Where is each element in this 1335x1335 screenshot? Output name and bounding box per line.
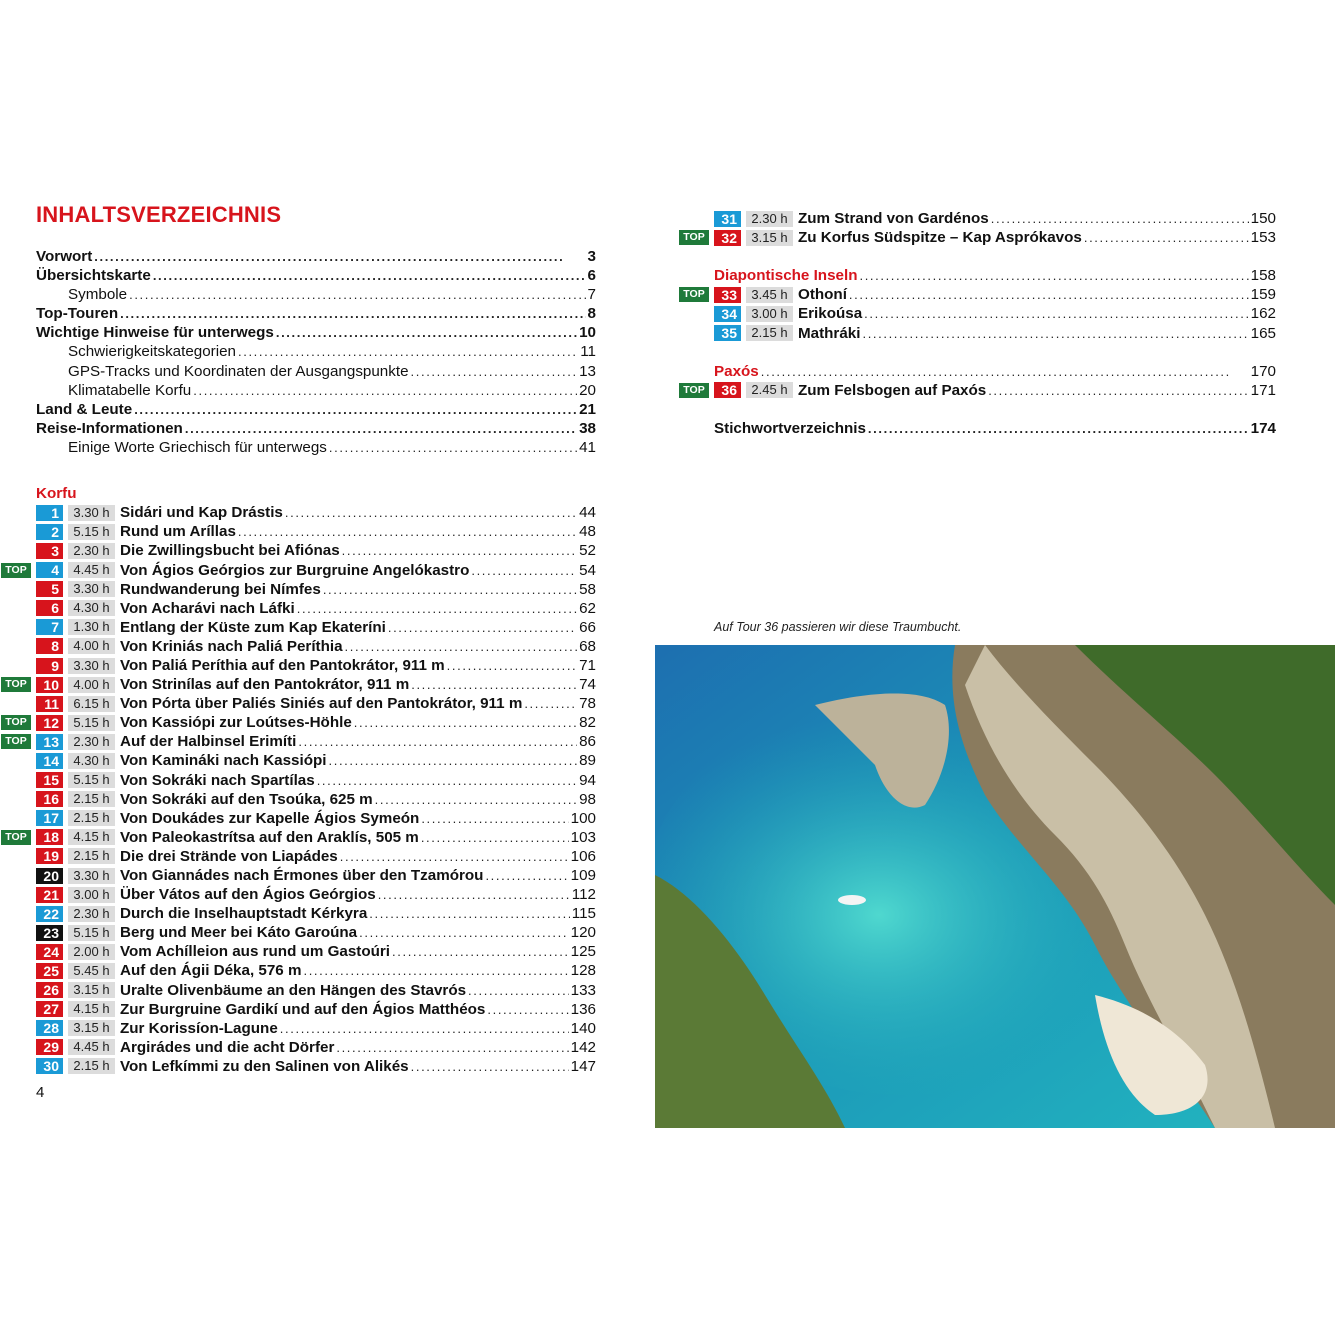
toc-entry-page: 11 xyxy=(580,343,596,361)
tour-title: Auf der Halbinsel Erimíti xyxy=(120,733,297,751)
tour-entry[interactable] xyxy=(36,637,596,656)
tour-entry[interactable] xyxy=(36,809,596,828)
leader-dots xyxy=(864,304,1249,323)
toc-entry-title: Klimatabelle Korfu xyxy=(68,381,192,399)
tour-title: Von Kassiópi zur Loútses-Höhle xyxy=(120,714,352,732)
page-number: 4 xyxy=(36,1084,45,1101)
toc-entry[interactable] xyxy=(36,266,596,285)
top-badge: TOP xyxy=(679,383,709,398)
top-badge: TOP xyxy=(1,830,31,845)
tour-entry[interactable] xyxy=(36,885,596,904)
toc-entry-title: Schwierigkeitskategorien xyxy=(68,343,236,361)
tour-duration: 2.15 h xyxy=(68,1058,115,1074)
tour-entry[interactable] xyxy=(714,304,1276,323)
tour-entry[interactable] xyxy=(36,1057,596,1076)
tour-entry[interactable] xyxy=(36,580,596,599)
toc-entry[interactable] xyxy=(36,323,596,342)
tour-duration: 2.15 h xyxy=(68,791,115,807)
section-heading-korfu: Korfu xyxy=(36,485,77,503)
tour-duration: 4.45 h xyxy=(68,1039,115,1055)
tour-number-badge: 12 xyxy=(36,715,63,731)
tour-number-badge: 34 xyxy=(714,306,741,322)
top-badge: TOP xyxy=(1,563,31,578)
tour-duration: 2.15 h xyxy=(746,325,793,341)
leader-dots xyxy=(134,400,577,419)
leader-dots xyxy=(375,790,577,809)
boat xyxy=(838,895,866,905)
tour-entry[interactable] xyxy=(36,751,596,770)
tour-entry[interactable] xyxy=(683,381,1276,400)
tour-duration: 5.15 h xyxy=(68,715,115,731)
tour-title: Othoní xyxy=(798,286,847,304)
tour-duration: 3.15 h xyxy=(68,982,115,998)
top-badge: TOP xyxy=(1,715,31,730)
leader-dots xyxy=(323,580,577,599)
tour-title: Zur Burgruine Gardikí und auf den Ágios Matthéos xyxy=(120,1000,486,1018)
tour-title: Uralte Olivenbäume an den Hängen des Stavrós xyxy=(120,981,467,999)
tour-duration: 2.30 h xyxy=(68,734,115,750)
tour-title: Entlang der Küste zum Kap Ekateríni xyxy=(120,618,386,636)
tour-number-badge: 16 xyxy=(36,791,63,807)
leader-dots xyxy=(485,866,568,885)
tour-title: Von Pórta über Paliés Siniés auf den Pantokrátor, 911 m xyxy=(120,695,523,713)
tour-title: Von Strinílas auf den Pantokrátor, 911 m xyxy=(120,676,410,694)
toc-entry[interactable] xyxy=(36,285,596,304)
paxos-tour-list xyxy=(683,381,1276,400)
tour-number-badge: 10 xyxy=(36,677,63,693)
tour-number-badge: 32 xyxy=(714,230,741,246)
tour-page: 150 xyxy=(1250,210,1276,227)
tour-page: 66 xyxy=(579,618,596,636)
tour-duration: 6.15 h xyxy=(68,696,115,712)
tour-title: Auf den Ágii Déka, 576 m xyxy=(120,962,302,980)
leader-dots xyxy=(378,885,570,904)
tour-title: Von Acharávi nach Láfki xyxy=(120,599,295,617)
tour-page: 82 xyxy=(579,714,596,732)
tour-entry[interactable] xyxy=(36,866,596,885)
leader-dots xyxy=(280,1019,569,1038)
tour-entry[interactable] xyxy=(36,522,596,541)
tour-number-badge: 24 xyxy=(36,944,63,960)
tour-page: 125 xyxy=(570,943,596,961)
tour-entry[interactable] xyxy=(36,618,596,637)
tour-page: 52 xyxy=(579,542,596,560)
toc-entry-page: 38 xyxy=(579,419,596,437)
leader-dots xyxy=(411,675,577,694)
toc-entry[interactable] xyxy=(36,438,596,457)
leader-dots xyxy=(153,266,586,285)
tour-duration: 3.00 h xyxy=(68,887,115,903)
leader-dots xyxy=(359,923,569,942)
tour-duration: 3.30 h xyxy=(68,505,115,521)
leader-dots xyxy=(388,618,577,637)
leader-dots xyxy=(487,1000,568,1019)
korfu-tour-list-continued xyxy=(683,209,1276,247)
leader-dots xyxy=(329,751,578,770)
tour-entry[interactable] xyxy=(36,790,596,809)
leader-dots xyxy=(336,1038,568,1057)
toc-entry-page: 21 xyxy=(579,400,596,418)
tour-title: Mathráki xyxy=(798,324,861,342)
tour-number-badge: 21 xyxy=(36,887,63,903)
leader-dots xyxy=(524,694,577,713)
tour-duration: 3.15 h xyxy=(746,230,793,246)
tour-number-badge: 8 xyxy=(36,638,63,654)
tour-page: 103 xyxy=(570,828,596,846)
tour-duration: 3.30 h xyxy=(68,658,115,674)
tour-page: 58 xyxy=(579,580,596,598)
toc-entry-page: 10 xyxy=(579,324,596,342)
tour-page: 89 xyxy=(579,752,596,770)
front-matter-list xyxy=(36,247,596,457)
toc-entry-page: 13 xyxy=(579,362,596,380)
toc-entry-title: Land & Leute xyxy=(36,400,133,418)
tour-entry[interactable] xyxy=(5,713,596,732)
tour-duration: 3.45 h xyxy=(746,287,793,303)
tour-title: Sidári und Kap Drástis xyxy=(120,504,283,522)
leader-dots xyxy=(94,247,585,266)
tour-number-badge: 19 xyxy=(36,848,63,864)
leader-dots xyxy=(991,209,1249,228)
tour-page: 86 xyxy=(579,733,596,751)
toc-left-column xyxy=(5,247,596,1076)
tour-title: Von Sokráki auf den Tsoúka, 625 m xyxy=(120,790,373,808)
tour-number-badge: 31 xyxy=(714,211,741,227)
toc-entry-title: Top-Touren xyxy=(36,305,119,323)
toc-title: INHALTSVERZEICHNIS xyxy=(36,202,282,227)
toc-entry-title: Symbole xyxy=(68,286,128,304)
tour-entry[interactable] xyxy=(36,961,596,980)
leader-dots xyxy=(297,599,577,618)
tour-title: Argirádes und die acht Dörfer xyxy=(120,1038,335,1056)
toc-entry-page: 20 xyxy=(579,381,596,399)
photo-caption: Auf Tour 36 passieren wir diese Traumbucht. xyxy=(714,620,962,634)
tour-duration: 5.15 h xyxy=(68,772,115,788)
tour-duration: 2.30 h xyxy=(746,211,793,227)
tour-entry[interactable] xyxy=(714,209,1276,228)
tour-number-badge: 3 xyxy=(36,543,63,559)
tour-number-badge: 2 xyxy=(36,524,63,540)
tour-entry[interactable] xyxy=(36,981,596,1000)
tour-number-badge: 26 xyxy=(36,982,63,998)
leader-dots xyxy=(354,713,577,732)
leader-dots xyxy=(411,362,578,381)
leader-dots xyxy=(1084,228,1249,247)
tour-entry[interactable] xyxy=(5,675,596,694)
top-badge: TOP xyxy=(1,734,31,749)
toc-entry[interactable] xyxy=(36,362,596,381)
tour-number-badge: 28 xyxy=(36,1020,63,1036)
tour-page: 159 xyxy=(1250,286,1276,304)
tour-page: 120 xyxy=(570,924,596,942)
tour-page: 115 xyxy=(571,905,596,923)
top-badge: TOP xyxy=(679,287,709,302)
tour-entry[interactable] xyxy=(5,561,596,580)
toc-entry-page: 3 xyxy=(587,248,596,265)
tour-page: 68 xyxy=(579,637,596,655)
leader-dots xyxy=(849,285,1249,304)
toc-entry[interactable] xyxy=(36,304,596,323)
tour-duration: 2.45 h xyxy=(746,382,793,398)
tour-duration: 2.15 h xyxy=(68,848,115,864)
toc-entry-page: 41 xyxy=(579,438,596,456)
tour-entry[interactable] xyxy=(36,694,596,713)
tour-entry[interactable] xyxy=(36,942,596,961)
leader-dots xyxy=(303,961,568,980)
toc-right-column xyxy=(683,209,1276,438)
toc-entry[interactable] xyxy=(36,400,596,419)
leader-dots xyxy=(238,342,578,361)
tour-duration: 2.15 h xyxy=(68,810,115,826)
leader-dots xyxy=(129,285,585,304)
tour-title: Zu Korfus Südspitze – Kap Asprókavos xyxy=(798,229,1082,247)
tour-page: 109 xyxy=(570,867,596,884)
leader-dots xyxy=(862,324,1248,343)
tour-duration: 4.00 h xyxy=(68,638,115,654)
tour-page: 147 xyxy=(570,1057,596,1075)
leader-dots xyxy=(120,304,585,323)
leader-dots xyxy=(329,438,577,457)
tour-number-badge: 35 xyxy=(714,325,741,341)
tour-entry[interactable] xyxy=(36,923,596,942)
tour-title: Rundwanderung bei Nímfes xyxy=(120,580,321,598)
leader-dots xyxy=(421,809,568,828)
tour-number-badge: 9 xyxy=(36,658,63,674)
leader-dots xyxy=(238,522,577,541)
bay-photo xyxy=(655,645,1335,1128)
tour-title: Von Paleokastrítsa auf den Araklís, 505 m xyxy=(120,828,419,846)
tour-title: Erikoúsa xyxy=(798,305,863,323)
tour-title: Zum Felsbogen auf Paxós xyxy=(798,381,987,399)
tour-title: Durch die Inselhauptstadt Kérkyra xyxy=(120,905,368,923)
tour-entry[interactable] xyxy=(36,847,596,866)
tour-page: 71 xyxy=(579,656,596,674)
tour-number-badge: 33 xyxy=(714,287,741,303)
toc-entry[interactable] xyxy=(36,247,596,266)
tour-entry[interactable] xyxy=(36,541,596,560)
tour-duration: 4.00 h xyxy=(68,677,115,693)
tour-title: Von Paliá Períthia auf den Pantokrátor, 911 m xyxy=(120,656,445,674)
leader-dots xyxy=(468,981,569,1000)
tour-entry[interactable] xyxy=(5,732,596,751)
top-badge: TOP xyxy=(1,677,31,692)
toc-entry-page: 7 xyxy=(587,286,596,304)
tour-title: Zur Korissíon-Lagune xyxy=(120,1019,278,1037)
toc-entry-page: 8 xyxy=(587,305,596,323)
leader-dots xyxy=(421,828,569,847)
tour-entry[interactable] xyxy=(36,656,596,675)
tour-title: Von Kriniás nach Paliá Períthia xyxy=(120,637,343,655)
tour-number-badge: 20 xyxy=(36,868,63,884)
tour-number-badge: 14 xyxy=(36,753,63,769)
leader-dots xyxy=(369,904,569,923)
top-badge: TOP xyxy=(679,230,709,245)
tour-duration: 5.15 h xyxy=(68,925,115,941)
tour-page: 153 xyxy=(1250,229,1276,247)
tour-duration: 1.30 h xyxy=(68,619,115,635)
tour-entry[interactable] xyxy=(36,904,596,923)
tour-page: 165 xyxy=(1250,324,1276,342)
tour-duration: 5.45 h xyxy=(68,963,115,979)
tour-page: 133 xyxy=(570,981,596,999)
tour-title: Die Zwillingsbucht bei Afiónas xyxy=(120,542,340,560)
tour-number-badge: 11 xyxy=(36,696,63,712)
tour-title: Von Lefkímmi zu den Salinen von Alikés xyxy=(120,1057,409,1075)
toc-entry-title: Übersichtskarte xyxy=(36,267,151,285)
tour-page: 106 xyxy=(570,847,596,865)
tour-duration: 4.45 h xyxy=(68,562,115,578)
tour-entry[interactable] xyxy=(714,324,1276,343)
tour-page: 140 xyxy=(570,1019,596,1037)
tour-duration: 2.30 h xyxy=(68,906,115,922)
tour-page: 44 xyxy=(579,504,596,522)
section-heading-diapontische[interactable]: Diapontische Inseln . . . 158 xyxy=(714,266,1276,285)
tour-duration: 3.00 h xyxy=(746,306,793,322)
tour-page: 54 xyxy=(579,561,596,579)
tour-number-badge: 18 xyxy=(36,829,63,845)
tour-duration: 5.15 h xyxy=(68,524,115,540)
tour-number-badge: 13 xyxy=(36,734,63,750)
tour-page: 112 xyxy=(571,886,596,904)
toc-entry-index[interactable]: Stichwortverzeichnis . . . 174 xyxy=(714,419,1276,438)
leader-dots xyxy=(285,503,577,522)
tour-entry[interactable] xyxy=(683,285,1276,304)
tour-title: Von Doukádes zur Kapelle Ágios Symeón xyxy=(120,809,420,827)
leader-dots xyxy=(392,942,569,961)
tour-number-badge: 30 xyxy=(36,1058,63,1074)
tour-title: Von Kamináki nach Kassiópi xyxy=(120,752,327,770)
tour-page: 162 xyxy=(1250,305,1276,323)
tour-page: 171 xyxy=(1250,381,1276,399)
tour-page: 98 xyxy=(579,790,596,808)
tour-title: Über Vátos auf den Ágios Geórgios xyxy=(120,886,376,904)
leader-dots xyxy=(340,847,569,866)
tour-title: Berg und Meer bei Káto Garoúna xyxy=(120,924,358,942)
tour-number-badge: 36 xyxy=(714,382,741,398)
leader-dots xyxy=(193,381,577,400)
tour-duration: 3.30 h xyxy=(68,868,115,884)
leader-dots xyxy=(276,323,577,342)
tour-number-badge: 6 xyxy=(36,600,63,616)
tour-page: 78 xyxy=(579,695,596,713)
tour-page: 100 xyxy=(570,809,596,827)
leader-dots xyxy=(298,732,577,751)
tour-entry[interactable] xyxy=(36,1000,596,1019)
tour-duration: 3.15 h xyxy=(68,1020,115,1036)
tour-title: Vom Achílleion aus rund um Gastoúri xyxy=(120,943,391,961)
tour-page: 48 xyxy=(579,523,596,541)
tour-duration: 4.15 h xyxy=(68,829,115,845)
tour-duration: 4.15 h xyxy=(68,1001,115,1017)
leader-dots xyxy=(345,637,578,656)
leader-dots xyxy=(411,1057,569,1076)
tour-number-badge: 7 xyxy=(36,619,63,635)
tour-entry[interactable] xyxy=(36,1019,596,1038)
leader-dots xyxy=(988,381,1248,400)
tour-page: 74 xyxy=(579,676,596,694)
leader-dots xyxy=(342,541,577,560)
toc-entry-page: 6 xyxy=(587,267,596,285)
tour-number-badge: 4 xyxy=(36,562,63,578)
tour-entry[interactable] xyxy=(36,1038,596,1057)
toc-entry[interactable] xyxy=(36,419,596,438)
tour-number-badge: 27 xyxy=(36,1001,63,1017)
toc-entry-title: GPS-Tracks und Koordinaten der Ausgangspunkte xyxy=(68,362,409,380)
tour-number-badge: 29 xyxy=(36,1039,63,1055)
tour-number-badge: 23 xyxy=(36,925,63,941)
tour-entry[interactable] xyxy=(36,503,596,522)
leader-dots xyxy=(185,419,577,438)
tour-duration: 3.30 h xyxy=(68,581,115,597)
toc-entry-title: Einige Worte Griechisch für unterwegs xyxy=(68,438,327,456)
tour-title: Zum Strand von Gardénos xyxy=(798,210,989,227)
tour-page: 62 xyxy=(579,599,596,617)
tour-number-badge: 15 xyxy=(36,772,63,788)
tour-title: Von Ágios Geórgios zur Burgruine Angelókastro xyxy=(120,561,470,579)
leader-dots xyxy=(317,771,577,790)
leader-dots xyxy=(447,656,577,675)
section-heading-paxos[interactable]: Paxós . . . 170 xyxy=(714,362,1276,381)
tour-duration: 4.30 h xyxy=(68,600,115,616)
toc-entry-title: Vorwort xyxy=(36,248,93,265)
toc-entry-title: Wichtige Hinweise für unterwegs xyxy=(36,324,274,342)
tour-page: 142 xyxy=(570,1038,596,1056)
diapontische-tour-list xyxy=(683,285,1276,342)
tour-duration: 2.00 h xyxy=(68,944,115,960)
tour-duration: 4.30 h xyxy=(68,753,115,769)
tour-page: 94 xyxy=(579,771,596,789)
toc-entry[interactable] xyxy=(36,381,596,400)
tour-title: Die drei Strände von Liapádes xyxy=(120,847,338,865)
tour-page: 136 xyxy=(570,1000,596,1018)
tour-duration: 2.30 h xyxy=(68,543,115,559)
tour-title: Rund um Aríllas xyxy=(120,523,236,541)
tour-entry[interactable] xyxy=(683,228,1276,247)
toc-entry[interactable] xyxy=(36,342,596,361)
tour-number-badge: 1 xyxy=(36,505,63,521)
tour-entry[interactable] xyxy=(36,771,596,790)
tour-number-badge: 22 xyxy=(36,906,63,922)
tour-number-badge: 17 xyxy=(36,810,63,826)
tour-title: Von Giannádes nach Érmones über den Tzamórou xyxy=(120,867,484,884)
tour-number-badge: 25 xyxy=(36,963,63,979)
korfu-tour-list xyxy=(5,503,596,1076)
tour-page: 128 xyxy=(570,962,596,980)
tour-title: Von Sokráki nach Spartílas xyxy=(120,771,315,789)
leader-dots xyxy=(471,561,577,580)
tour-entry[interactable] xyxy=(36,599,596,618)
toc-entry-title: Reise-Informationen xyxy=(36,419,183,437)
tour-entry[interactable] xyxy=(5,828,596,847)
tour-number-badge: 5 xyxy=(36,581,63,597)
